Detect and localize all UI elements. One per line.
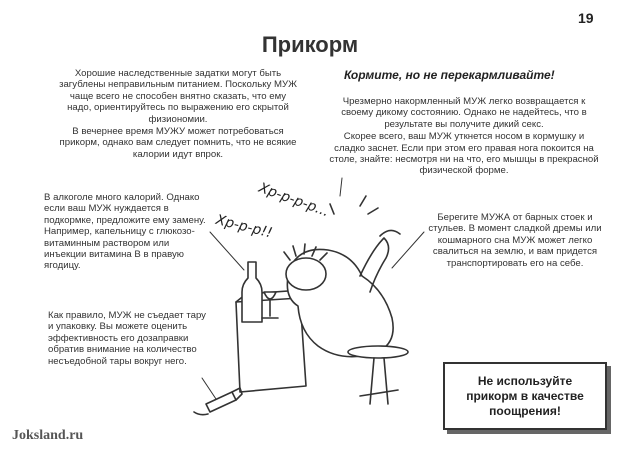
alcohol-note: В алкоголе много калорий. Однако если ваш МУЖ нуждается в подкормке, предложите ему замену. Например, капельницу с глюкозо-витаминным раствором или инъекции витамина В в правую ягодицу.: [44, 192, 206, 272]
furniture-note: Берегите МУЖА от барных стоек и стульев. В момент сладкой дремы или кошмарного сна МУЖ может легко свалиться на землю, и вам придется транспортировать его на себе.: [428, 212, 602, 269]
callout-line-2: прикорм в качестве: [466, 388, 584, 403]
callout-line-3: поощрения!: [489, 403, 561, 418]
callout-line-1: Не используйте: [477, 373, 573, 388]
bottle-icon: [242, 262, 262, 322]
spill-icon: [194, 412, 208, 415]
site-watermark: Joksland.ru: [12, 428, 84, 443]
section-heading: Кормите, но не перекармливайте!: [344, 68, 555, 82]
right-paragraph-1: Чрезмерно накормленный МУЖ легко возвращается к своему дикому состоянию. Однако не надейтесь, что в результате вы получите дикий секс.: [341, 96, 587, 130]
intro-paragraph-2: В вечернее время МУЖУ может потребоваться прикорм, однако вам следует помнить, что не всякие калории идут впрок.: [59, 126, 297, 160]
snore-text-lower: Хр-р-р!!: [214, 212, 274, 242]
man-head: [286, 258, 326, 290]
intro-paragraph-1: Хорошие наследственные задатки могут быть загублены неправильным питанием. Поскольку МУЖ чаще всего не способен внятно сказать, что ему надо, ориентируйтесь по выражению его скрытой физиономии.: [59, 68, 297, 125]
bar-stool: [348, 346, 408, 358]
page-title: Прикорм: [261, 32, 359, 57]
snore-text-upper: Хр-р-р-р...: [256, 180, 332, 221]
right-paragraph-2: Скорее всего, ваш МУЖ уткнется носом в кормушку и сладко заснет. Если при этом его правая нога покоится на столе, знайте: несмотря ни на что, его мышцы в прекрасной физической форме.: [329, 131, 599, 177]
page-number: 19: [578, 10, 594, 26]
fallen-bottle-icon: [206, 392, 236, 412]
packaging-note: Как правило, МУЖ не съедает тару и упаковку. Вы можете оценить эффективность его дозаправки обратив внимание на количество несъедобной тары вокруг него.: [48, 310, 206, 367]
